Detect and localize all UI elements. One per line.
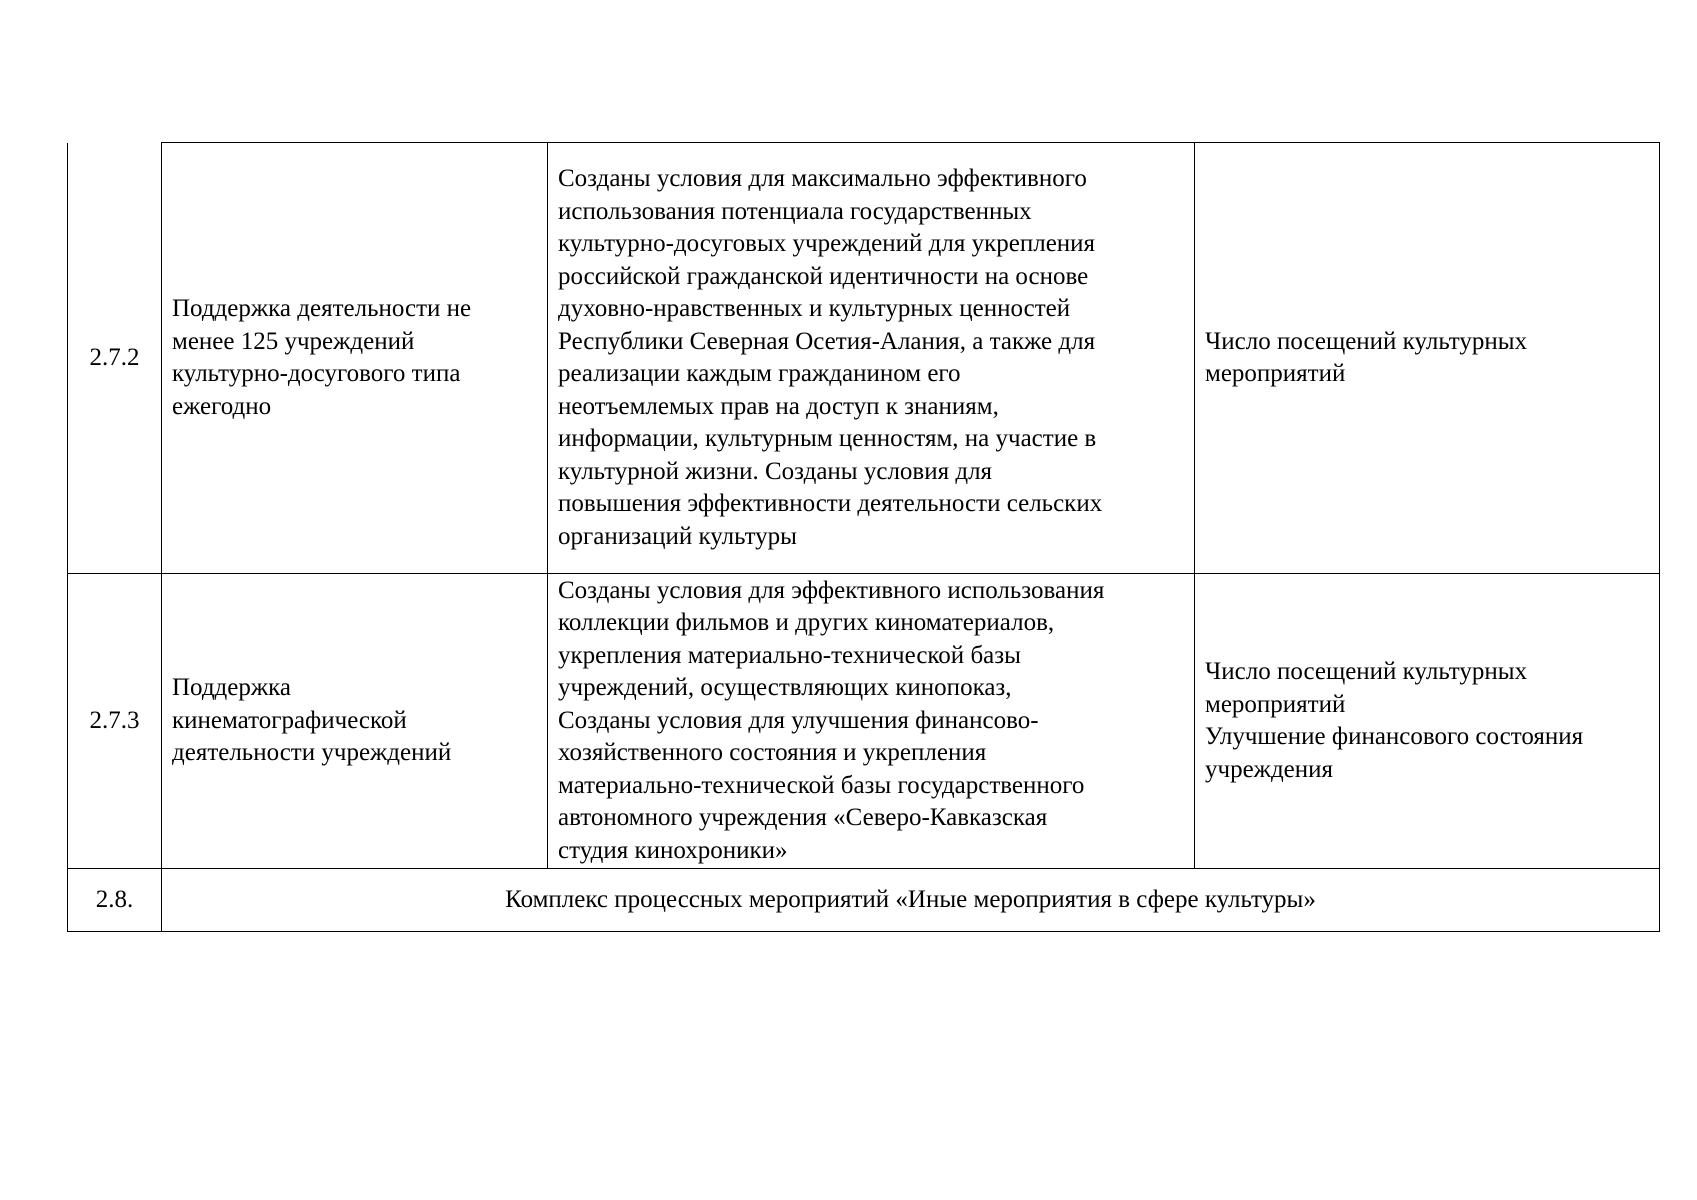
section-title: Комплекс процессных мероприятий «Иные мероприятия в сфере культуры» [162, 869, 1660, 932]
measures-table [67, 142, 1660, 932]
row-number: 2.7.3 [68, 574, 162, 869]
indicator-cell: Число посещений культурных мероприятий [1195, 143, 1660, 574]
indicator-cell: Число посещений культурных мероприятий Улучшение финансового состояния учреждения [1195, 574, 1660, 869]
table-row [68, 143, 1660, 574]
result-cell: Созданы условия для максимально эффективного использования потенциала государственных культурно-досуговых учреждений для укрепления российской гражданской идентичности на основе духовно-нравственных и культурных ценностей Республики Северная Осетия-Алания, а также для реализации каждым гражданином его неотъемлемых прав на доступ к знаниям, информации, культурным ценностям, на участие в культурной жизни. Созданы условия для повышения эффективности деятельности сельских организаций культуры [548, 143, 1195, 574]
task-cell: Поддержка деятельности не менее 125 учреждений культурно-досугового типа ежегодно [162, 143, 548, 574]
row-number: 2.7.2 [68, 143, 162, 574]
table-row [68, 574, 1660, 869]
task-cell: Поддержка кинематографической деятельности учреждений [162, 574, 548, 869]
result-cell: Созданы условия для эффективного использования коллекции фильмов и других киноматериалов, укрепления материально-технической базы учреждений, осуществляющих кинопоказ, Созданы условия для улучшения финансово- хозяйственного состояния и укрепления материально-технической базы государственного автономного учреждения «Северо-Кавказская студия кинохроники» [548, 574, 1195, 869]
section-number: 2.8. [68, 869, 162, 932]
section-row [68, 869, 1660, 932]
